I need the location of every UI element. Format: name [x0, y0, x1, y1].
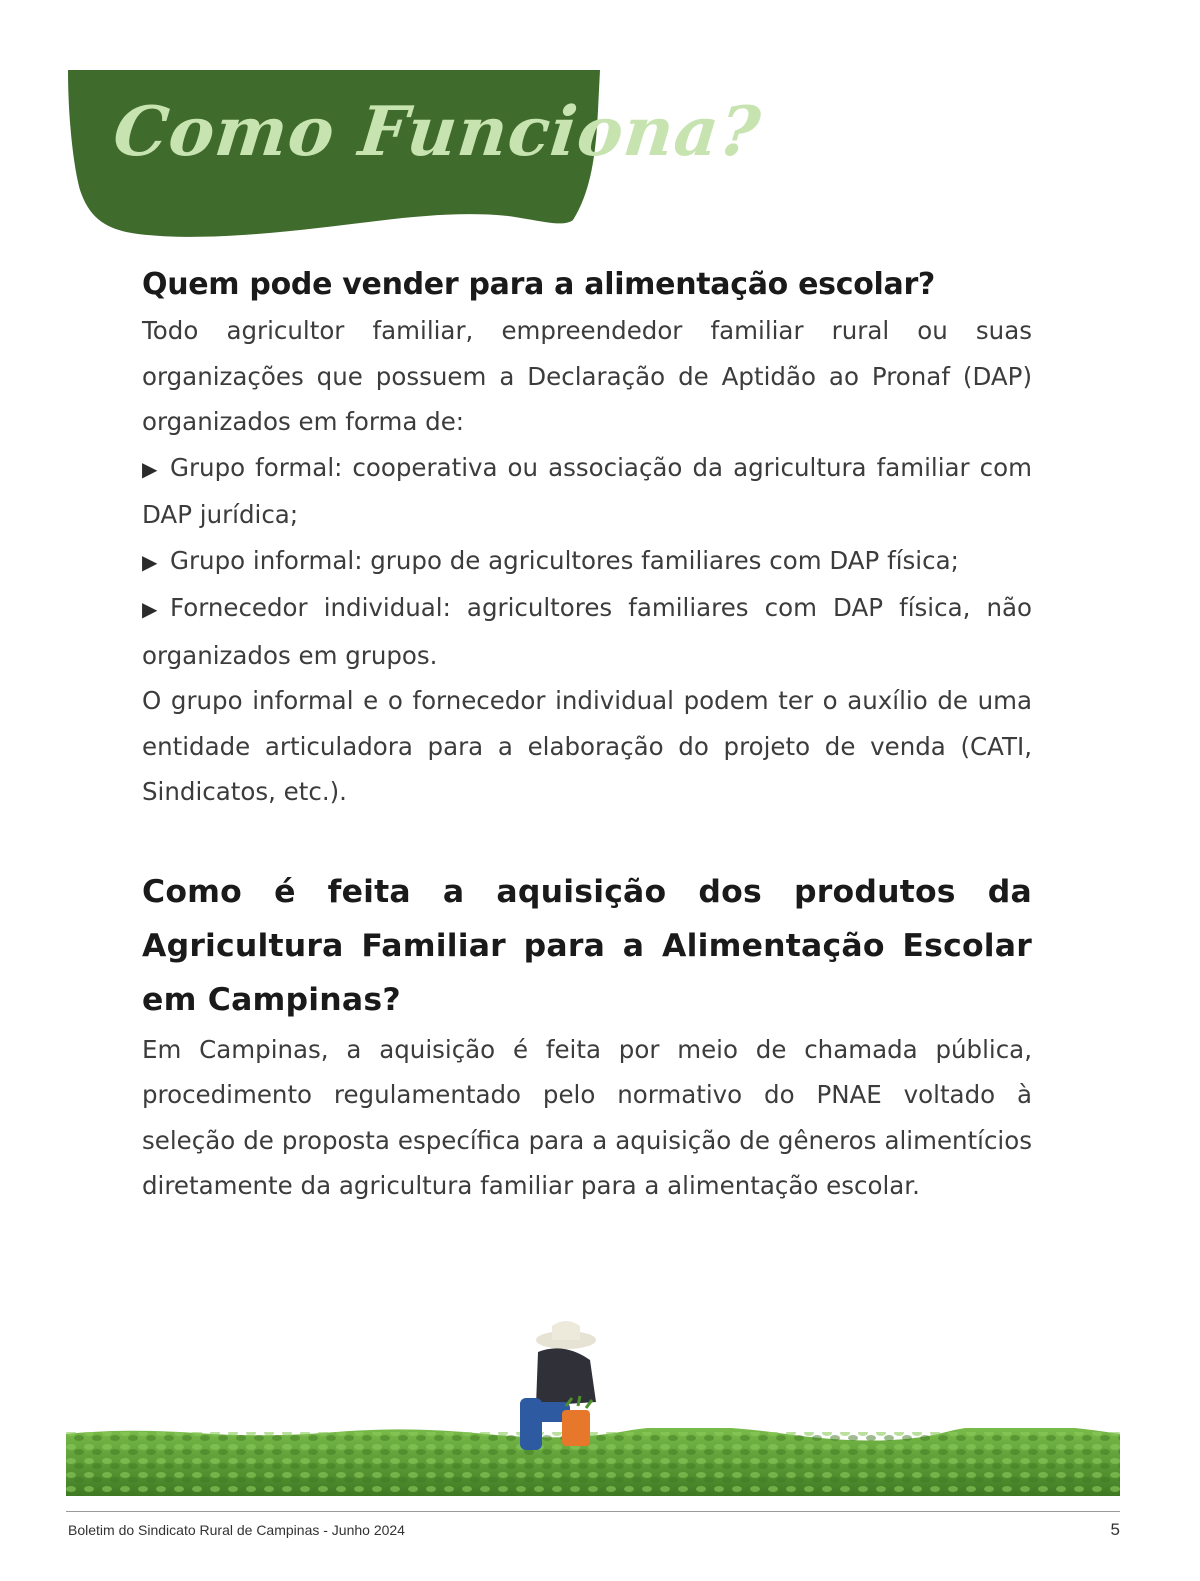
main-content — [142, 262, 1032, 1209]
triangle-right-icon: ▶ — [142, 456, 158, 481]
footer-text: Boletim do Sindicato Rural de Campinas - Junho 2024 — [68, 1522, 405, 1538]
bullet-item — [142, 585, 1032, 678]
section1-intro: Todo agricultor familiar, empreendedor familiar rural ou suas organizações que possuem a Declaração de Aptidão ao Pronaf (DAP) organizados em forma de: — [142, 316, 1032, 436]
triangle-right-icon: ▶ — [142, 597, 158, 621]
section2-heading: Como é feita a aquisição dos produtos da Agricultura Familiar para a Alimentação Escolar em Campinas? — [142, 873, 1032, 1018]
bullet-text: Grupo formal: cooperativa ou associação da agricultura familiar com DAP jurídica; — [142, 452, 1032, 529]
triangle-right-icon: ▶ — [142, 549, 158, 574]
banner-title: Como Funciona? — [109, 92, 765, 172]
bullet-text: Grupo informal: grupo de agricultores familiares com DAP física; — [170, 545, 959, 575]
section1-closing: O grupo informal e o fornecedor individual podem ter o auxílio de uma entidade articuladora para a elaboração do projeto de venda (CATI, Sindicatos, etc.). — [142, 686, 1032, 806]
bullet-item — [142, 445, 1032, 538]
page-number: 5 — [1110, 1520, 1120, 1539]
farmer-figure — [508, 1318, 608, 1458]
section2-body: Em Campinas, a aquisição é feita por meio de chamada pública, procedimento regulamentado pelo normativo do PNAE voltado à seleção de proposta específica para a aquisição de gêneros alimentícios diretamente da agricultura familiar para a alimentação escolar. — [142, 1034, 1032, 1200]
bullet-item — [142, 538, 1032, 586]
footer-divider — [66, 1511, 1120, 1512]
section1-heading: Quem pode vender para a alimentação escolar? — [142, 267, 936, 302]
bullet-text: Fornecedor individual: agricultores familiares com DAP física, não organizados em grupos. — [142, 593, 1032, 670]
section-banner — [68, 70, 765, 240]
